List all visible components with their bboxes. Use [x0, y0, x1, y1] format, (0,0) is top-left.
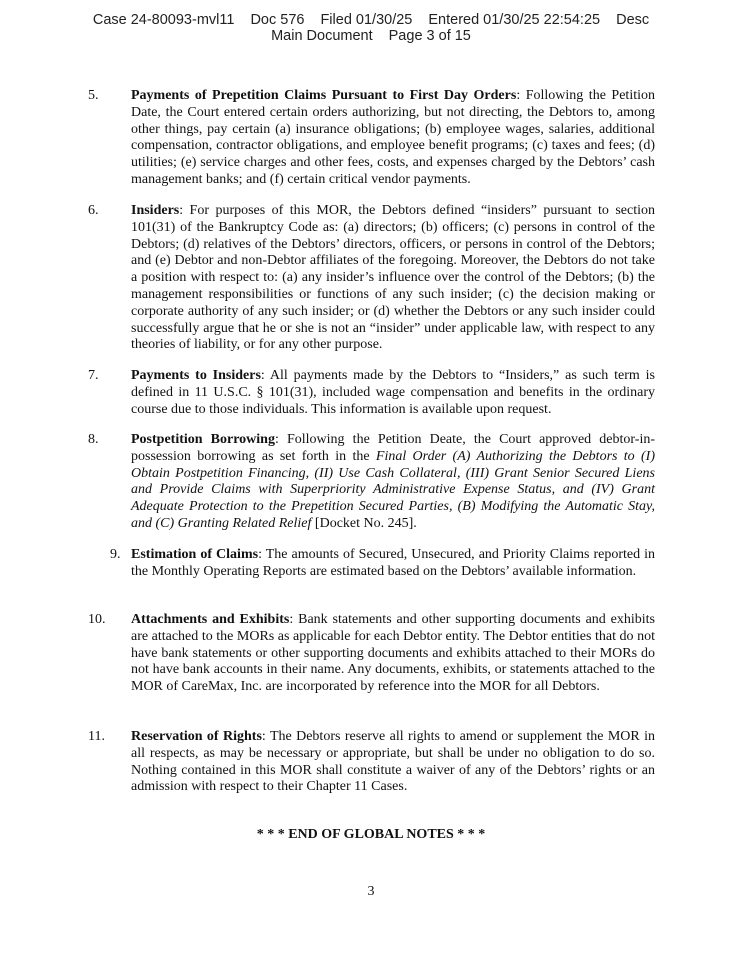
note-number: 5.	[88, 88, 99, 103]
doc-number: Doc 576	[250, 12, 305, 28]
note-body	[131, 729, 655, 796]
desc-label: Desc	[616, 12, 650, 28]
docket-reference: [Docket No. 245].	[311, 515, 417, 531]
note-body	[131, 547, 655, 581]
note-text: : Following the Petition Deate, the Court approved debtor-in-possession borrowing as set forth in the	[131, 432, 655, 464]
page-number: 3	[367, 884, 375, 899]
filed-date: Filed 01/30/25	[320, 12, 413, 28]
note-number: 11.	[88, 729, 105, 744]
note-title: Payments to Insiders	[131, 368, 261, 383]
note-text: : Following the Petition Date, the Court entered certain orders authorizing, but not directing, the Debtors to, among other things, pay certain (a) insurance obligations; (b) employee wages, salaries, additional compensation, contractor obligations, and employee benefit programs; (c) taxes and fees; (d) utilities; (e) service charges and other fees, costs, and expenses charged by the Debtors’ cash management banks; and (f) certain critical vendor payments.	[131, 88, 655, 187]
court-filing-header	[0, 12, 742, 44]
note-title: Postpetition Borrowing	[131, 432, 275, 447]
note-text: : All payments made by the Debtors to “Insiders,” as such term is defined in 11 U.S.C. § 101(31), included wage compensation and benefits in the ordinary course due to those individuals. This information is available upon request.	[131, 368, 655, 417]
note-text: : The amounts of Secured, Unsecured, and Priority Claims reported in the Monthly Operating Reports are estimated based on the Debtors’ available information.	[131, 547, 656, 579]
note-number: 9.	[110, 547, 121, 562]
note-title: Estimation of Claims	[131, 547, 259, 562]
filing-header-line-2	[0, 28, 742, 44]
note-title: Payments of Prepetition Claims Pursuant to First Day Orders	[131, 88, 517, 103]
note-body	[131, 88, 655, 189]
note-number: 6.	[88, 203, 99, 218]
note-number: 8.	[88, 432, 99, 447]
note-body	[131, 432, 655, 533]
note-text: : The Debtors reserve all rights to amend or supplement the MOR in all respects, as may be necessary or appropriate, but shall be under no obligation to do so. Nothing contained in this MOR shall constitute a waiver of any of the Debtors’ rights or an admission with respect to their Chapter 11 Cases.	[131, 729, 656, 795]
note-number: 10.	[88, 612, 106, 627]
note-title: Reservation of Rights	[131, 729, 262, 744]
note-body	[131, 368, 655, 418]
note-number: 7.	[88, 368, 99, 383]
entered-date: Entered 01/30/25 22:54:25	[428, 12, 601, 28]
note-text: : For purposes of this MOR, the Debtors defined “insiders” pursuant to section 101(31) of the Bankruptcy Code as: (a) directors; (b) officers; (c) persons in control of the Debtors; (d) relatives of the Debtors’ directors, officers, or persons in control of the Debtors; and (e) Debtor and non-Debtor affiliates of the foregoing. Moreover, the Debtors do not take a position with respect to: (a) any insider’s influence over the control of the Debtors; (b) the management responsibilities or functions of any such insider; (c) the decision making or corporate authority of any such insider; or (d) whether the Debtors or any such insider could successfully argue that he or she is not an “insider” under applicable law, with respect to any theories of liability, or for any other purpose.	[131, 203, 655, 353]
note-body	[131, 203, 655, 354]
case-number: Case 24-80093-mvl11	[92, 12, 235, 28]
note-text: : Bank statements and other supporting documents and exhibits are attached to the MORs as applicable for each Debtor entity. The Debtor entities that do not have bank statements or other supporting documents and exhibits attached to their MORs do not have bank accounts in their name. Any documents, exhibits, or statements attached to the MOR of CareMax, Inc. are incorporated by reference into the MOR for all Debtors.	[131, 612, 655, 695]
page-of-label: Page 3 of 15	[388, 28, 471, 44]
note-title: Insiders	[131, 203, 180, 218]
order-title: Final Order (A) Authorizing the Debtors to (I) Obtain Postpetition Financing, (II) Use Cash Collateral, (III) Grant Senior Secured Liens and Provide Claims with Superpriority Administrative Expense Status, and (IV) Grant Adequate Protection to the Prepetition Secured Parties, (B) Modifying the Automatic Stay, and (C) Granting Related Relief	[131, 448, 655, 531]
filing-header-line-1	[0, 12, 742, 28]
note-title: Attachments and Exhibits	[131, 612, 290, 627]
main-document-label: Main Document	[271, 28, 373, 44]
end-of-global-notes: * * * END OF GLOBAL NOTES * * *	[256, 827, 486, 842]
note-body	[131, 612, 655, 696]
